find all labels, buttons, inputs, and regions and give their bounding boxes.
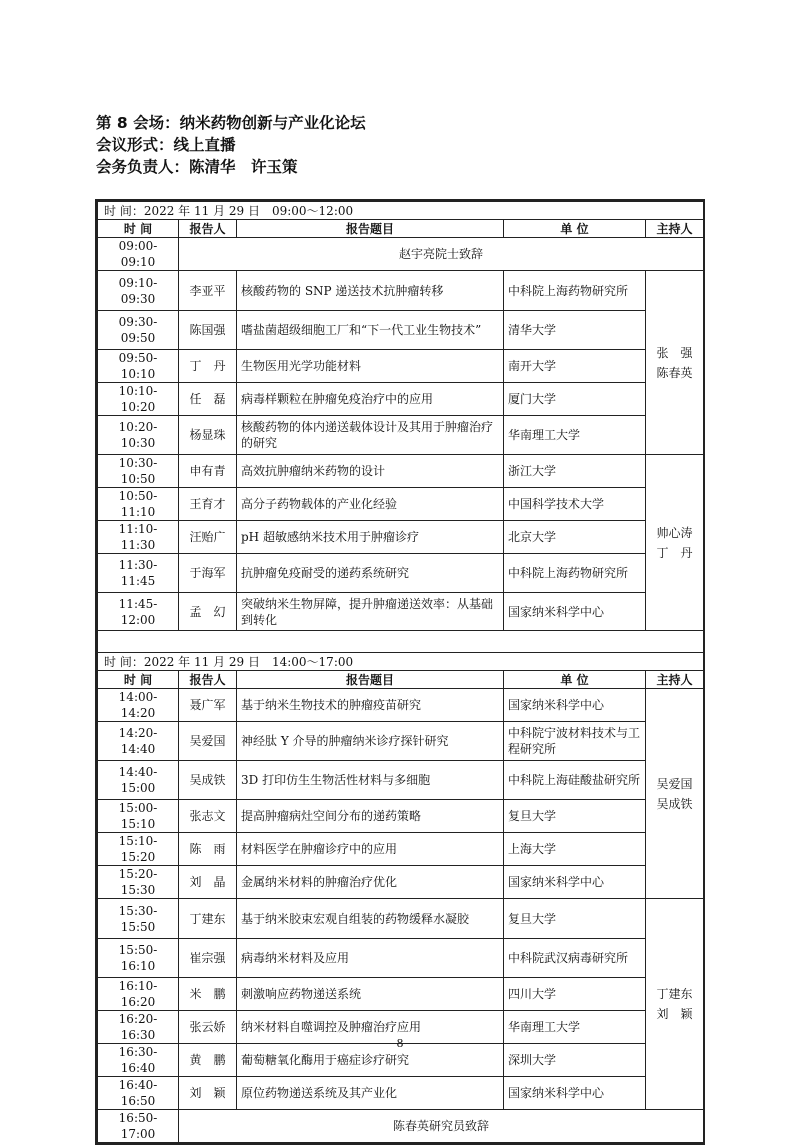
column-header: 单 位 (504, 220, 646, 238)
session-info: 时 间：2022 年 11 月 29 日 14:00～17:00 (98, 653, 704, 671)
affiliation-cell: 深圳大学 (504, 1044, 646, 1077)
time-cell: 09:30-09:50 (98, 311, 179, 350)
talk-title-cell: 病毒纳米材料及应用 (237, 939, 504, 978)
schedule-row (98, 866, 704, 899)
affiliation-cell: 四川大学 (504, 978, 646, 1011)
host-name: 陈春英 (656, 365, 693, 380)
talk-title-cell: 核酸药物的 SNP 递送技术抗肿瘤转移 (237, 271, 504, 311)
schedule-frame (95, 199, 705, 1145)
affiliation-cell: 中国科学技术大学 (504, 488, 646, 521)
talk-title-cell: 抗肿瘤免疫耐受的递药系统研究 (237, 554, 504, 593)
schedule-row (98, 554, 704, 593)
time-cell: 15:50-16:10 (98, 939, 179, 978)
speaker-cell: 刘 颖 (179, 1077, 237, 1110)
talk-title-cell: 材料医学在肿瘤诊疗中的应用 (237, 833, 504, 866)
session-info: 时 间：2022 年 11 月 29 日 09:00～12:00 (98, 202, 704, 220)
schedule-row (98, 761, 704, 800)
meeting-format: 会议形式：线上直播 (96, 136, 236, 154)
speaker-cell: 任 磊 (179, 383, 237, 416)
venue-title: 第 8 会场：纳米药物创新与产业化论坛 (96, 114, 366, 132)
host-name: 帅心涛 (656, 525, 693, 540)
time-cell: 10:20-10:30 (98, 416, 179, 455)
time-cell: 16:50-17:00 (98, 1110, 179, 1143)
speaker-cell: 崔宗强 (179, 939, 237, 978)
time-cell: 16:40-16:50 (98, 1077, 179, 1110)
schedule-row (98, 521, 704, 554)
schedule-row (98, 455, 704, 488)
talk-title-cell: 刺激响应药物递送系统 (237, 978, 504, 1011)
speaker-cell: 张志文 (179, 800, 237, 833)
schedule-row (98, 833, 704, 866)
time-cell: 15:10-15:20 (98, 833, 179, 866)
time-cell: 11:30-11:45 (98, 554, 179, 593)
talk-title-cell: 基于纳米生物技术的肿瘤疫苗研究 (237, 689, 504, 722)
host-name: 丁 丹 (656, 545, 693, 560)
column-header-row (98, 220, 704, 238)
speaker-cell: 王育才 (179, 488, 237, 521)
schedule-row (98, 416, 704, 455)
affiliation-cell: 中科院武汉病毒研究所 (504, 939, 646, 978)
time-cell: 10:10-10:20 (98, 383, 179, 416)
affiliation-cell: 浙江大学 (504, 455, 646, 488)
schedule-row (98, 899, 704, 939)
column-header: 单 位 (504, 671, 646, 689)
talk-title-cell: 高效抗肿瘤纳米药物的设计 (237, 455, 504, 488)
talk-title-cell: 神经肽 Y 介导的肿瘤纳米诊疗探针研究 (237, 722, 504, 761)
host-cell (646, 899, 704, 1110)
affiliation-cell: 厦门大学 (504, 383, 646, 416)
schedule-row (98, 939, 704, 978)
affiliation-cell: 中科院上海药物研究所 (504, 554, 646, 593)
speaker-cell: 黄 鹏 (179, 1044, 237, 1077)
time-cell: 15:00-15:10 (98, 800, 179, 833)
session-gap (98, 631, 704, 653)
affiliation-cell: 中科院上海药物研究所 (504, 271, 646, 311)
affiliation-cell: 华南理工大学 (504, 1011, 646, 1044)
column-header-row (98, 671, 704, 689)
closing-row (98, 1110, 704, 1143)
time-cell: 16:10-16:20 (98, 978, 179, 1011)
speaker-cell: 吴爱国 (179, 722, 237, 761)
column-header: 主持人 (646, 220, 704, 238)
affiliation-cell: 南开大学 (504, 350, 646, 383)
affiliation-cell: 国家纳米科学中心 (504, 866, 646, 899)
affiliation-cell: 中科院上海硅酸盐研究所 (504, 761, 646, 800)
host-cell (646, 689, 704, 899)
speaker-cell: 陈国强 (179, 311, 237, 350)
talk-title-cell: 提高肿瘤病灶空间分布的递药策略 (237, 800, 504, 833)
speaker-cell: 丁 丹 (179, 350, 237, 383)
schedule-table (97, 201, 704, 1143)
time-cell: 11:10-11:30 (98, 521, 179, 554)
affiliation-cell: 清华大学 (504, 311, 646, 350)
time-cell: 14:40-15:00 (98, 761, 179, 800)
time-cell: 09:00-09:10 (98, 238, 179, 271)
organizer-line: 会务负责人：陈清华 许玉策 (96, 158, 298, 176)
session-info-row (98, 202, 704, 220)
speaker-cell: 聂广军 (179, 689, 237, 722)
time-cell: 09:10-09:30 (98, 271, 179, 311)
affiliation-cell: 复旦大学 (504, 899, 646, 939)
affiliation-cell: 复旦大学 (504, 800, 646, 833)
speaker-cell: 汪贻广 (179, 521, 237, 554)
schedule-row (98, 383, 704, 416)
schedule-row (98, 593, 704, 631)
closing-remarks: 陈春英研究员致辞 (179, 1110, 704, 1143)
affiliation-cell: 上海大学 (504, 833, 646, 866)
host-name: 刘 颖 (656, 1007, 693, 1021)
talk-title-cell: 葡萄糖氧化酶用于癌症诊疗研究 (237, 1044, 504, 1077)
column-header: 报告题目 (237, 671, 504, 689)
speaker-cell: 于海军 (179, 554, 237, 593)
schedule-row (98, 722, 704, 761)
host-cell (646, 455, 704, 631)
schedule-row (98, 488, 704, 521)
column-header: 报告人 (179, 220, 237, 238)
schedule-row (98, 311, 704, 350)
speaker-cell: 李亚平 (179, 271, 237, 311)
schedule-row (98, 689, 704, 722)
talk-title-cell: 纳米材料自噬调控及肿瘤治疗应用 (237, 1011, 504, 1044)
host-name: 吴爱国 (656, 776, 693, 791)
speaker-cell: 陈 雨 (179, 833, 237, 866)
time-cell: 11:45-12:00 (98, 593, 179, 631)
schedule-row (98, 271, 704, 311)
time-cell: 15:30-15:50 (98, 899, 179, 939)
page-number: 8 (396, 1037, 404, 1050)
speaker-cell: 张云娇 (179, 1011, 237, 1044)
host-name: 张 强 (656, 345, 693, 360)
talk-title-cell: 生物医用光学功能材料 (237, 350, 504, 383)
affiliation-cell: 国家纳米科学中心 (504, 1077, 646, 1110)
opening-row (98, 238, 704, 271)
talk-title-cell: 金属纳米材料的肿瘤治疗优化 (237, 866, 504, 899)
opening-remarks: 赵宇亮院士致辞 (179, 238, 704, 271)
column-header: 报告题目 (237, 220, 504, 238)
column-header: 时 间 (98, 220, 179, 238)
talk-title-cell: pH 超敏感纳米技术用于肿瘤诊疗 (237, 521, 504, 554)
talk-title-cell: 基于纳米胶束宏观自组装的药物缓释水凝胶 (237, 899, 504, 939)
talk-title-cell: 嗜盐菌超级细胞工厂和“下一代工业生物技术” (237, 311, 504, 350)
talk-title-cell: 高分子药物载体的产业化经验 (237, 488, 504, 521)
affiliation-cell: 国家纳米科学中心 (504, 593, 646, 631)
time-cell: 14:00-14:20 (98, 689, 179, 722)
time-cell: 10:30-10:50 (98, 455, 179, 488)
affiliation-cell: 华南理工大学 (504, 416, 646, 455)
talk-title-cell: 病毒样颗粒在肿瘤免疫治疗中的应用 (237, 383, 504, 416)
time-cell: 16:20-16:30 (98, 1011, 179, 1044)
speaker-cell: 孟 幻 (179, 593, 237, 631)
host-cell (646, 271, 704, 455)
talk-title-cell: 突破纳米生物屏障，提升肿瘤递送效率：从基础到转化 (237, 593, 504, 631)
column-header: 主持人 (646, 671, 704, 689)
speaker-cell: 吴成铁 (179, 761, 237, 800)
time-cell: 09:50-10:10 (98, 350, 179, 383)
speaker-cell: 丁建东 (179, 899, 237, 939)
session-gap-row (98, 631, 704, 653)
speaker-cell: 米 鹏 (179, 978, 237, 1011)
time-cell: 16:30-16:40 (98, 1044, 179, 1077)
schedule-row (98, 978, 704, 1011)
schedule-row (98, 350, 704, 383)
talk-title-cell: 核酸药物的体内递送载体设计及其用于肿瘤治疗的研究 (237, 416, 504, 455)
affiliation-cell: 北京大学 (504, 521, 646, 554)
time-cell: 14:20-14:40 (98, 722, 179, 761)
schedule-row (98, 1077, 704, 1110)
host-name: 吴成铁 (656, 796, 693, 811)
session-info-row (98, 653, 704, 671)
affiliation-cell: 国家纳米科学中心 (504, 689, 646, 722)
host-name: 丁建东 (656, 987, 693, 1001)
talk-title-cell: 原位药物递送系统及其产业化 (237, 1077, 504, 1110)
speaker-cell: 杨显珠 (179, 416, 237, 455)
time-cell: 15:20-15:30 (98, 866, 179, 899)
time-cell: 10:50-11:10 (98, 488, 179, 521)
speaker-cell: 申有青 (179, 455, 237, 488)
schedule-row (98, 800, 704, 833)
speaker-cell: 刘 晶 (179, 866, 237, 899)
column-header: 报告人 (179, 671, 237, 689)
session-header (96, 112, 366, 178)
affiliation-cell: 中科院宁波材料技术与工程研究所 (504, 722, 646, 761)
column-header: 时 间 (98, 671, 179, 689)
talk-title-cell: 3D 打印仿生生物活性材料与多细胞 (237, 761, 504, 800)
